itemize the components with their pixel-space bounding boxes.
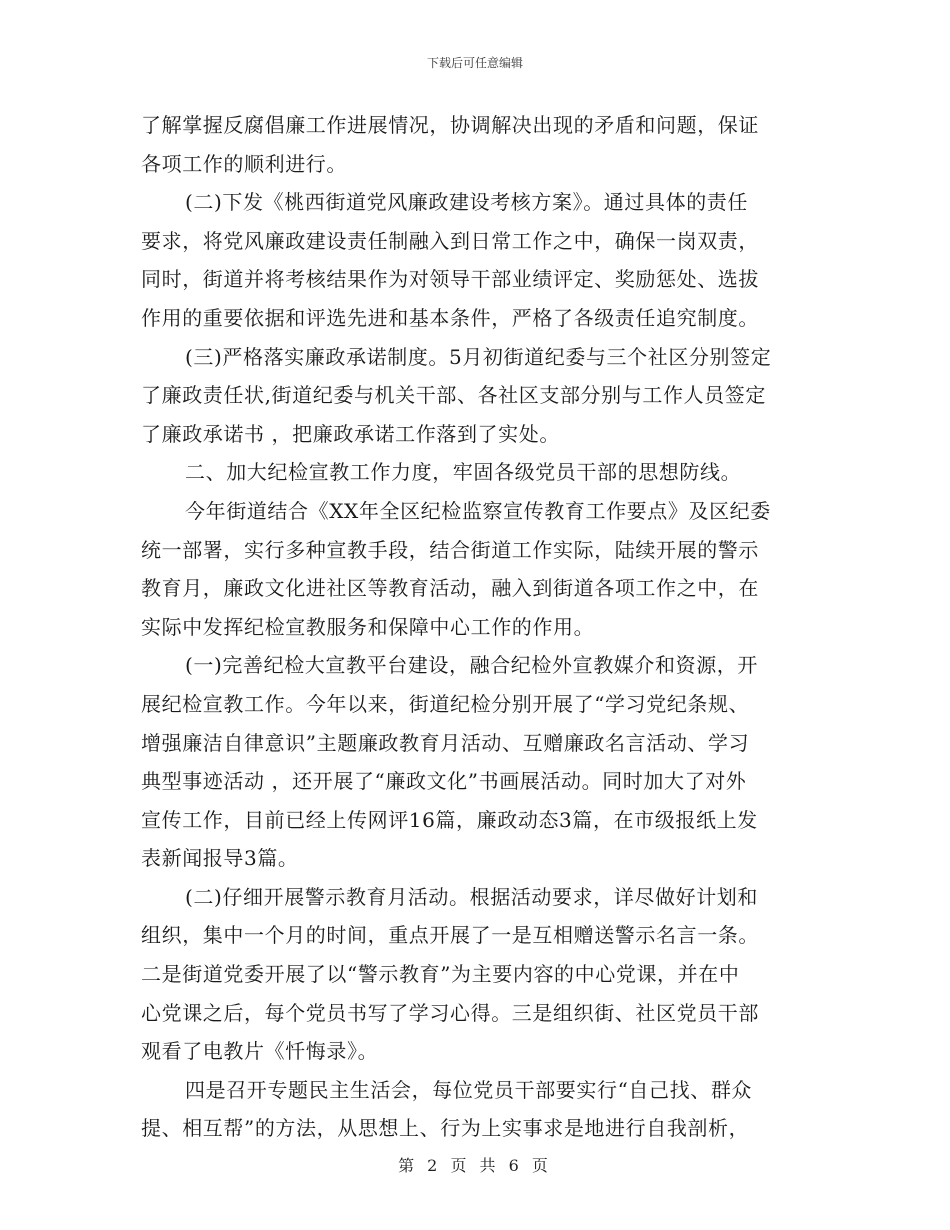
text-line: 了解掌握反腐倡廉工作进展情况，协调解决出现的矛盾和问题，保证 (141, 113, 759, 137)
text-line: 二是街道党委开展了以“警示教育”为主要内容的中心党课，并在中 (141, 962, 740, 987)
text-line: 组织，集中一个月的时间，重点开展了一是互相赠送警示名言一条。 (141, 923, 759, 948)
text-line: 表新闻报导3篇。 (141, 846, 299, 871)
text-line: 增强廉洁自律意识”主题廉政教育月活动、互赠廉政名言活动、学习 (141, 730, 750, 755)
text-line: 今年街道结合《XX年全区纪检监察宣传教育工作要点》及区纪委 (185, 498, 771, 523)
text-line: (二)仔细开展警示教育月活动。根据活动要求，详尽做好计划和 (185, 884, 759, 909)
document-body (141, 106, 801, 1148)
text-line: 心党课之后，每个党员书写了学习心得。三是组织街、社区党员干部 (141, 1000, 759, 1025)
section-heading: 二、加大纪检宣教工作力度，牢固各级党员干部的思想防线。 (185, 460, 742, 485)
page-footer: 第 2 页 共 6 页 (398, 1156, 552, 1175)
text-line: 提、相互帮”的方法，从思想上、行为上实事求是地进行自我剖析， (141, 1116, 750, 1141)
text-line: 宣传工作，目前已经上传网评16篇，廉政动态3篇，在市级报纸上发 (141, 807, 758, 832)
text-line: (三)严格落实廉政承诺制度。5月初街道纪委与三个社区分别签定 (185, 344, 772, 369)
text-line: 教育月，廉政文化进社区等教育活动，融入到街道各项工作之中，在 (141, 576, 759, 601)
text-line: 要求，将党风廉政建设责任制融入到日常工作之中，确保一岗双责， (141, 228, 759, 253)
text-line: 典型事迹活动 ，还开展了“廉政文化”书画展活动。同时加大了对外 (141, 769, 747, 794)
text-line: 了廉政承诺书 ，把廉政承诺工作落到了实处。 (141, 421, 560, 446)
text-line: 作用的重要依据和评选先进和基本条件，严格了各级责任追究制度。 (141, 305, 759, 330)
text-line: 观看了电教片《忏悔录》。 (141, 1039, 379, 1064)
text-line: (二)下发《桃西街道党风廉政建设考核方案》。通过具体的责任 (185, 190, 749, 215)
text-line: 展纪检宣教工作。今年以来，街道纪检分别开展了“学习党纪条规、 (141, 691, 750, 716)
text-line: 了廉政责任状,街道纪委与机关干部、各社区支部分别与工作人员签定 (141, 383, 766, 408)
text-line: 统一部署，实行多种宣教手段，结合街道工作实际，陆续开展的警示 (141, 537, 759, 562)
text-line: 同时，街道并将考核结果作为对领导干部业绩评定、奖励惩处、选拔 (141, 267, 759, 292)
page-header: 下载后可任意编辑 (426, 56, 523, 70)
text-line: 各项工作的顺利进行。 (141, 151, 347, 176)
text-line: 实际中发挥纪检宣教服务和保障中心工作的作用。 (141, 614, 595, 639)
text-line: (一)完善纪检大宣教平台建设，融合纪检外宣教媒介和资源，开 (185, 653, 759, 678)
text-line: 四是召开专题民主生活会，每位党员干部要实行“自己找、群众 (185, 1077, 753, 1102)
